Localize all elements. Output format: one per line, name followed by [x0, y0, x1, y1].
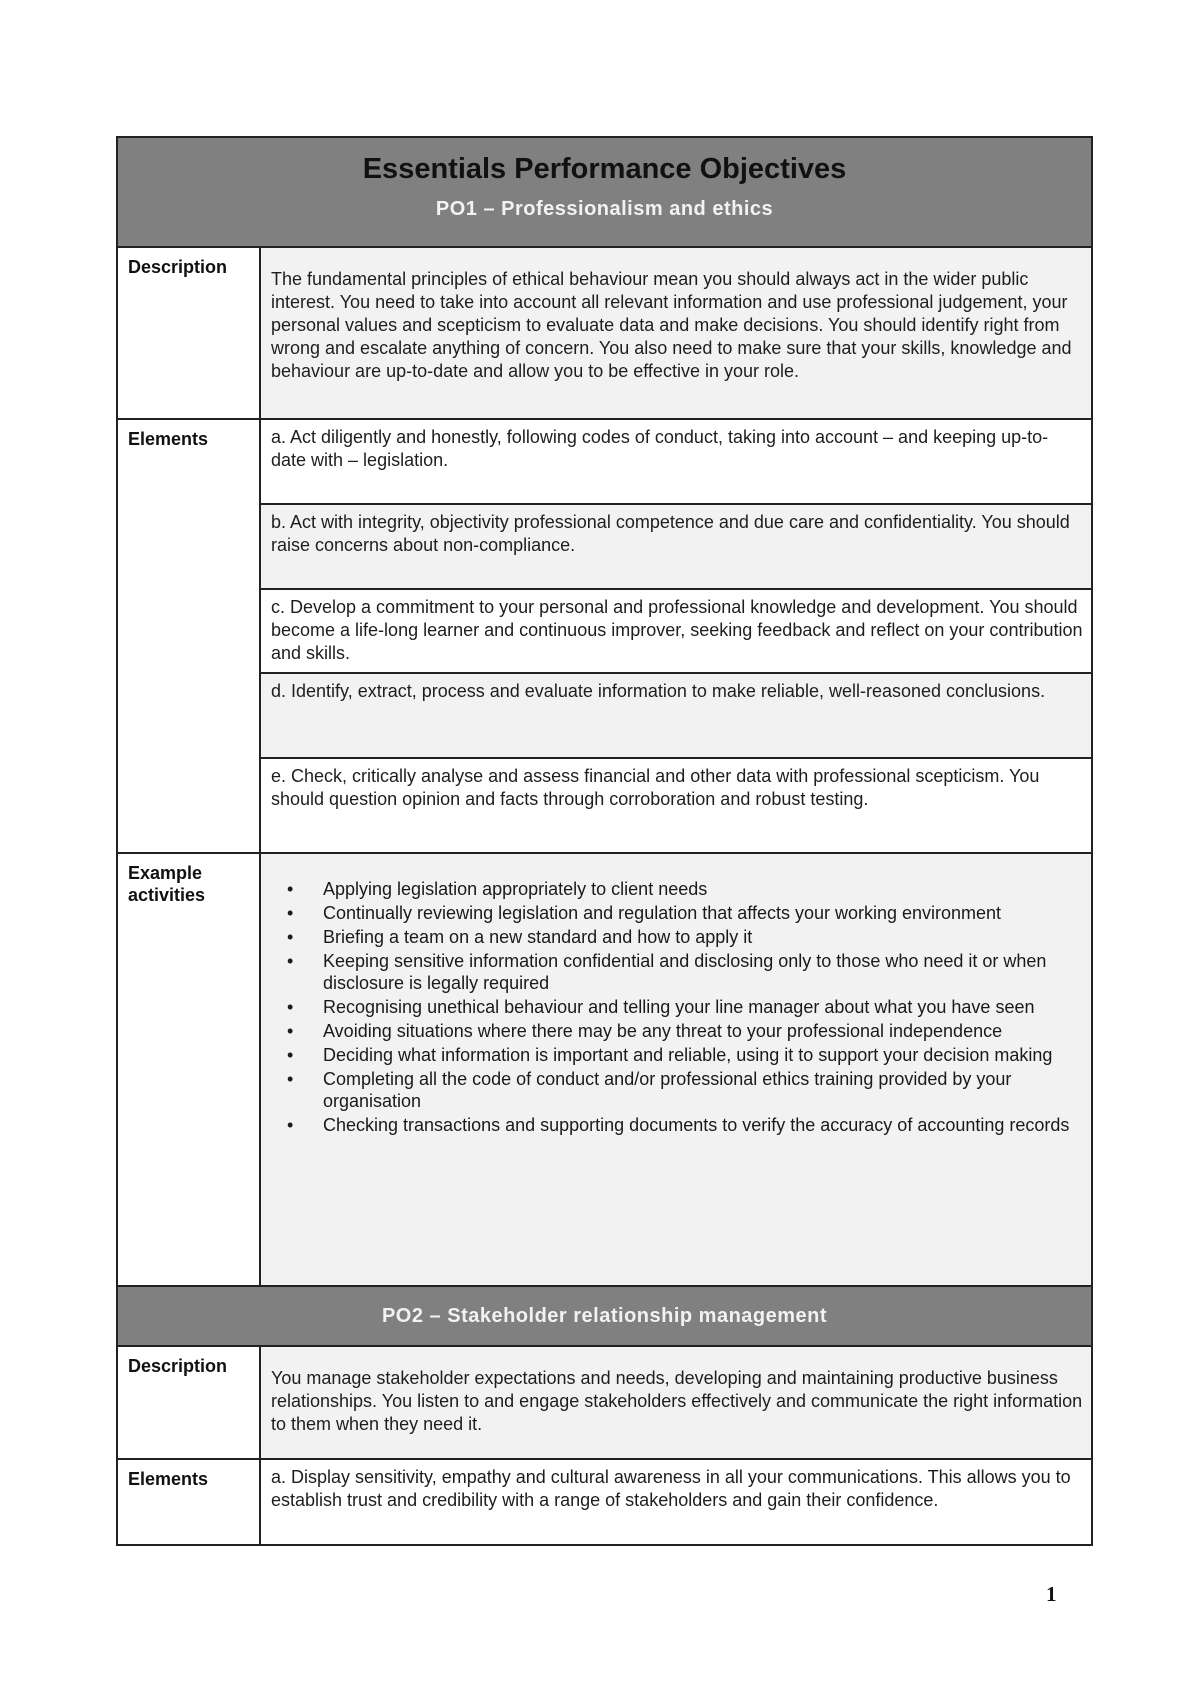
bullet-icon: • — [287, 1115, 294, 1135]
po1-element-row — [117, 758, 1092, 853]
po1-element-cell — [260, 504, 1092, 589]
po2-element-a: a. Display sensitivity, empathy and cultural awareness in all your communications. This allows you to establish trust and credibility with a range of stakeholders and gain their confidence. — [271, 1467, 1071, 1510]
po1-description-label: Description — [128, 257, 228, 277]
list-item — [287, 878, 1091, 900]
po1-element-cell — [260, 419, 1092, 504]
po1-elements-label-cell — [117, 419, 260, 853]
list-item — [287, 1044, 1091, 1066]
activity-text: Briefing a team on a new standard and how to apply it — [323, 927, 753, 947]
po2-description-row — [117, 1346, 1092, 1459]
po2-heading: PO2 – Stakeholder relationship management — [381, 1305, 828, 1327]
po1-description-cell — [260, 247, 1092, 419]
activity-text: Checking transactions and supporting documents to verify the accuracy of accounting records — [323, 1115, 1070, 1135]
bullet-icon: • — [287, 1021, 294, 1041]
po2-element-cell — [260, 1459, 1092, 1545]
list-item — [287, 926, 1091, 948]
po1-description-label-cell — [117, 247, 260, 419]
po1-element-row — [117, 673, 1092, 758]
bullet-icon: • — [287, 879, 294, 899]
activity-text: Completing all the code of conduct and/or professional ethics training provided by your organisation — [323, 1069, 1012, 1111]
document-title: Essentials Performance Objectives — [362, 153, 847, 185]
po1-element-row — [117, 419, 1092, 504]
list-item — [287, 950, 1091, 994]
po1-element-a: a. Act diligently and honestly, following codes of conduct, taking into account – and keeping up-to-date with – legislation. — [271, 427, 1049, 470]
activities-label-line2: activities — [128, 885, 206, 905]
po1-activities-label — [118, 854, 259, 906]
po1-element-cell — [260, 673, 1092, 758]
bullet-icon: • — [287, 1069, 294, 1089]
po1-element-e: e. Check, critically analyse and assess financial and other data with professional scepticism. You should question opinion and facts through corroboration and robust testing. — [271, 766, 1040, 809]
po2-description-cell — [260, 1346, 1092, 1459]
po2-header-row — [117, 1286, 1092, 1346]
po1-element-d: d. Identify, extract, process and evaluate information to make reliable, well-reasoned conclusions. — [271, 681, 1046, 701]
objectives-table — [116, 136, 1093, 1546]
bullet-icon: • — [287, 1045, 294, 1065]
po2-description-label: Description — [128, 1356, 228, 1376]
activity-text: Avoiding situations where there may be any threat to your professional independence — [323, 1021, 1003, 1041]
po1-description-row — [117, 247, 1092, 419]
bullet-icon: • — [287, 927, 294, 947]
po1-element-b: b. Act with integrity, objectivity professional competence and due care and confidentiality. You should raise concerns about non-compliance. — [271, 512, 1070, 555]
po1-element-cell — [260, 589, 1092, 673]
bullet-icon: • — [287, 903, 294, 923]
po1-element-c: c. Develop a commitment to your personal and professional knowledge and development. You should become a life-long learner and continuous improver, seeking feedback and reflect on your contribution and skills. — [271, 597, 1083, 663]
po1-heading: PO1 – Professionalism and ethics — [435, 198, 774, 220]
po1-element-row — [117, 589, 1092, 673]
po2-element-row — [117, 1459, 1092, 1545]
list-item — [287, 1114, 1091, 1136]
activities-label-line1: Example — [128, 863, 203, 883]
list-item — [287, 902, 1091, 924]
activity-text: Deciding what information is important and reliable, using it to support your decision making — [323, 1045, 1053, 1065]
page-number: 1 — [1046, 1582, 1057, 1606]
po2-description-label-cell — [117, 1346, 260, 1459]
po1-activities-container — [261, 854, 1091, 1285]
activity-text: Recognising unethical behaviour and telling your line manager about what you have seen — [323, 997, 1035, 1017]
activity-text: Keeping sensitive information confidential and disclosing only to those who need it or when disclosure is legally required — [323, 951, 1047, 993]
po2-elements-label: Elements — [128, 1469, 209, 1489]
po1-activities-row — [117, 853, 1092, 1286]
po2-header-cell — [117, 1286, 1092, 1346]
po1-element-cell — [260, 758, 1092, 853]
po1-elements-label: Elements — [128, 429, 209, 449]
list-item — [287, 1020, 1091, 1042]
po1-activities-cell — [260, 853, 1092, 1286]
po1-header-cell — [117, 137, 1092, 247]
bullet-icon: • — [287, 997, 294, 1017]
list-item — [287, 996, 1091, 1018]
activity-text: Applying legislation appropriately to client needs — [323, 879, 708, 899]
po1-description-text: The fundamental principles of ethical behaviour mean you should always act in the wider public interest. You need to take into account all relevant information and use professional judgement, your personal values and scepticism to evaluate data and make decisions. You should identify right from wrong and escalate anything of concern. You also need to make sure that your skills, knowledge and behaviour are up-to-date and allow you to be effective in your role. — [271, 269, 1072, 381]
bullet-icon: • — [287, 951, 294, 971]
po1-element-row — [117, 504, 1092, 589]
activities-list — [261, 878, 1091, 1136]
po1-activities-label-cell — [117, 853, 260, 1286]
po1-header-row — [117, 137, 1092, 247]
po2-description-text: You manage stakeholder expectations and needs, developing and maintaining productive business relationships. You listen to and engage stakeholders effectively and communicate the right information to them when they need it. — [271, 1368, 1083, 1434]
activity-text: Continually reviewing legislation and regulation that affects your working environment — [323, 903, 1002, 923]
list-item — [287, 1068, 1091, 1112]
po2-elements-label-cell — [117, 1459, 260, 1545]
